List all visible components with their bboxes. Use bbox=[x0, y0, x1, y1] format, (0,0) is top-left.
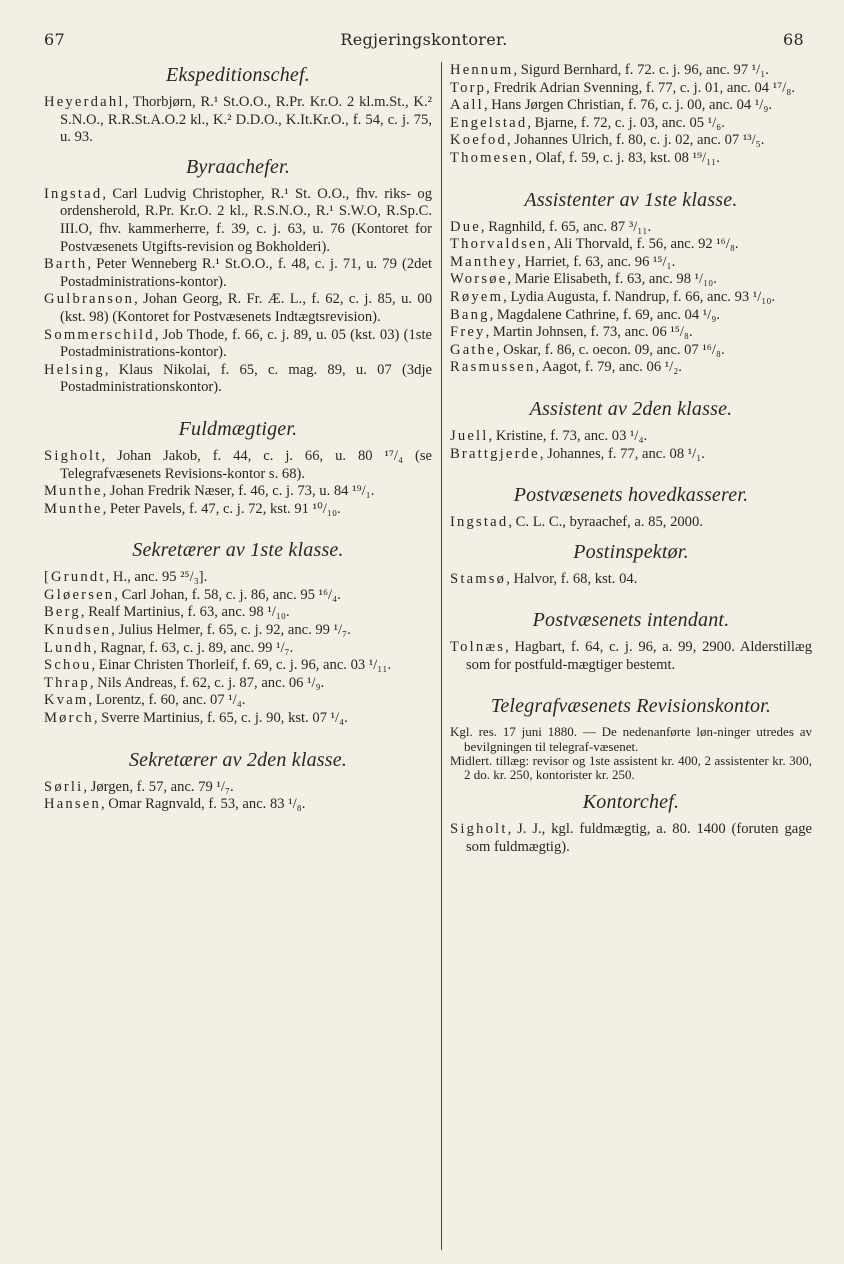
entry-name: Stamsø bbox=[450, 570, 507, 587]
entry-text: , H., anc. 95 ²⁵/₃]. bbox=[105, 569, 208, 586]
entry-text: , Bjarne, f. 72, c. j. 03, anc. 05 ¹/₆. bbox=[527, 114, 725, 131]
entry-text: , Magdalene Cathrine, f. 69, anc. 04 ¹/₉. bbox=[489, 306, 720, 323]
page-number-left: 67 bbox=[44, 30, 65, 49]
spacer bbox=[450, 674, 812, 686]
entry-text: , Omar Ragnvald, f. 53, anc. 83 ¹/₈. bbox=[100, 796, 306, 813]
entry-name: Sommerschild bbox=[44, 326, 155, 343]
entry-text: , Jørgen, f. 57, anc. 79 ¹/₇. bbox=[83, 778, 234, 795]
entry-name: Aall bbox=[450, 97, 484, 114]
list-item bbox=[450, 132, 812, 150]
list-item bbox=[44, 186, 432, 256]
left-column bbox=[44, 62, 432, 814]
spacer bbox=[450, 463, 812, 475]
section-heading: Postvæsenets hovedkasserer. bbox=[513, 484, 749, 507]
entry-name: Ingstad bbox=[44, 185, 103, 202]
entry-text: , Kristine, f. 73, anc. 03 ¹/₄. bbox=[488, 427, 648, 444]
list-item bbox=[44, 256, 432, 291]
entry-name: Lundh bbox=[44, 639, 94, 656]
list-item bbox=[44, 501, 432, 519]
section-heading: Telegrafvæsenets Revisionskontor. bbox=[490, 695, 772, 718]
entry-name: Bang bbox=[450, 306, 490, 323]
section-heading: Fuldmægtiger. bbox=[178, 417, 298, 440]
list-item bbox=[450, 639, 812, 674]
list-item bbox=[450, 236, 812, 254]
list-item bbox=[44, 692, 432, 710]
entry-name: Schou bbox=[44, 657, 92, 674]
list-item bbox=[44, 483, 432, 501]
list-item bbox=[450, 571, 812, 589]
entry-text: , Ali Thorvald, f. 56, anc. 92 ¹⁶/₈. bbox=[547, 236, 739, 253]
list-item bbox=[44, 448, 432, 483]
spacer bbox=[450, 588, 812, 600]
entry-name: Berg bbox=[44, 604, 81, 621]
column-divider bbox=[441, 62, 442, 1250]
entry-text: , Lorentz, f. 60, anc. 07 ¹/₄. bbox=[88, 692, 246, 709]
entry-text: , Nils Andreas, f. 62, c. j. 87, anc. 06 ¹/₉. bbox=[89, 674, 325, 691]
list-item bbox=[450, 514, 812, 532]
list-item bbox=[44, 657, 432, 675]
spacer bbox=[44, 728, 432, 740]
entry-name: Brattgjerde bbox=[450, 445, 540, 462]
list-item bbox=[44, 779, 432, 797]
section-heading: Sekretærer av 1ste klasse. bbox=[132, 539, 344, 562]
entry-name: Ingstad bbox=[450, 514, 509, 531]
entry-text: , Carl Johan, f. 58, c. j. 86, anc. 95 ¹⁶/₄. bbox=[114, 586, 341, 603]
spacer bbox=[44, 518, 432, 530]
entry-text: , Hagbart, f. 64, c. j. 96, a. 99, 2900. Alderstillæg som for postfuld-mægtiger bestemt. bbox=[466, 639, 812, 673]
list-item bbox=[44, 291, 432, 326]
entry-name: Torp bbox=[450, 79, 487, 96]
note-text: Kgl. res. 17 juni 1880. — De nedenanførte løn-ninger utredes av bevilgningen til telegraf-væsenet. bbox=[450, 724, 812, 754]
entry-name: Knudsen bbox=[44, 622, 112, 639]
list-item bbox=[450, 821, 812, 856]
entry-name: Barth bbox=[44, 256, 88, 273]
list-item bbox=[44, 362, 432, 397]
entry-name: Thrap bbox=[44, 674, 90, 691]
entry-text: , C. L. C., byraachef, a. 85, 2000. bbox=[508, 514, 703, 531]
entry-name: Juell bbox=[450, 427, 489, 444]
section-heading: Postinspektør. bbox=[573, 540, 689, 563]
entry-name: Sigholt bbox=[450, 821, 508, 838]
list-item bbox=[450, 271, 812, 289]
entry-text: , Aagot, f. 79, anc. 06 ¹/₂. bbox=[535, 359, 682, 376]
entry-name: Frey bbox=[450, 324, 486, 341]
entry-text: , Harriet, f. 63, anc. 96 ¹⁵/₁. bbox=[517, 253, 676, 270]
list-item bbox=[450, 219, 812, 237]
entry-text: , Johan Fredrik Næser, f. 46, c. j. 73, u. 84 ¹⁹/₁. bbox=[102, 483, 375, 500]
section-heading: Ekspeditionschef. bbox=[166, 64, 310, 86]
list-item bbox=[44, 327, 432, 362]
entry-text: , Fredrik Adrian Svenning, f. 77, c. j. 01, anc. 04 ¹⁷/₈. bbox=[486, 79, 795, 96]
section-heading: Sekretærer av 2den klasse. bbox=[128, 748, 348, 771]
entry-name: Manthey bbox=[450, 253, 518, 270]
list-item bbox=[450, 324, 812, 342]
entry-text: , Peter Wenneberg R.¹ St.O.O., f. 48, c. j. 71, u. 79 (2det Postadministrations-kontor). bbox=[60, 256, 432, 290]
entry-text: , Realf Martinius, f. 63, anc. 98 ¹/₁₀. bbox=[80, 604, 290, 621]
list-item bbox=[44, 604, 432, 622]
entry-text: , J. J., kgl. fuldmægtig, a. 80. 1400 (foruten gage som fuldmægtig). bbox=[466, 821, 812, 855]
list-item bbox=[450, 80, 812, 98]
entry-name: Munthe bbox=[44, 500, 103, 517]
section-heading: Kontorchef. bbox=[582, 791, 680, 814]
entry-name: Gulbranson bbox=[44, 291, 135, 308]
list-item bbox=[450, 289, 812, 307]
entry-text: , Johan Jakob, f. 44, c. j. 66, u. 80 ¹⁷/₄ (se Telegrafvæsenets Revisions-kontor s. 68). bbox=[60, 447, 432, 482]
entry-name: [Grundt bbox=[44, 569, 106, 586]
entry-name: Sørli bbox=[44, 778, 84, 795]
note-text: Midlert. tillæg: revisor og 1ste assistent kr. 400, 2 assistenter kr. 300, 2 do. kr. 250, kontorister kr. 250. bbox=[450, 752, 812, 783]
list-item bbox=[44, 710, 432, 728]
list-item bbox=[44, 640, 432, 658]
entry-name: Hennum bbox=[450, 62, 514, 78]
entry-name: Engelstad bbox=[450, 114, 528, 131]
entry-text: , Peter Pavels, f. 47, c. j. 72, kst. 91 ¹⁰/₁₀. bbox=[102, 500, 341, 517]
entry-name: Hansen bbox=[44, 796, 101, 813]
entry-name: Sigholt bbox=[44, 447, 102, 464]
entry-text: , Lydia Augusta, f. Nandrup, f. 66, anc. 93 ¹/₁₀. bbox=[503, 288, 776, 305]
list-item bbox=[450, 359, 812, 377]
list-item bbox=[450, 428, 812, 446]
section-heading: Postvæsenets intendant. bbox=[532, 609, 730, 632]
entry-name: Røyem bbox=[450, 288, 504, 305]
entry-text: , Oskar, f. 86, c. oecon. 09, anc. 07 ¹⁶/₈. bbox=[495, 341, 725, 358]
list-item bbox=[450, 150, 812, 168]
entry-name: Mørch bbox=[44, 710, 94, 727]
entry-text: , Olaf, f. 59, c. j. 83, kst. 08 ¹⁹/₁₁. bbox=[528, 149, 720, 166]
entry-name: Rasmussen bbox=[450, 359, 536, 376]
entry-name: Thomesen bbox=[450, 149, 529, 166]
entry-text: , Johan Georg, R. Fr. Æ. L., f. 62, c. j. 85, u. 00 (kst. 98) (Kontoret for Postvæsenets Indtægtsrevision). bbox=[60, 291, 432, 325]
page-header bbox=[44, 30, 804, 56]
entry-name: Gløersen bbox=[44, 586, 115, 603]
entry-name: Thorvaldsen bbox=[450, 236, 548, 253]
list-item bbox=[450, 97, 812, 115]
entry-text: , Ragnar, f. 63, c. j. 89, anc. 99 ¹/₇. bbox=[93, 639, 294, 656]
list-item bbox=[44, 94, 432, 147]
list-item bbox=[44, 587, 432, 605]
entry-text: , Thorbjørn, R.¹ St.O.O., R.Pr. Kr.O. 2 kl.m.St., K.² S.N.O., R.R.St.A.O.2 kl., K.² D.D.O., K.It.Kr.O., f. 54, c. j. 75, u. 93. bbox=[60, 94, 432, 146]
entry-name: Koefod bbox=[450, 132, 507, 149]
spacer bbox=[450, 377, 812, 389]
entry-name: Helsing bbox=[44, 361, 105, 378]
entry-name: Due bbox=[450, 218, 481, 235]
right-column bbox=[450, 62, 812, 856]
entry-name: Kvam bbox=[44, 692, 89, 709]
entry-text: , Sverre Martinius, f. 65, c. j. 90, kst. 07 ¹/₄. bbox=[93, 710, 348, 727]
entry-text: , Job Thode, f. 66, c. j. 89, u. 05 (kst. 03) (1ste Postadministrations-kontor). bbox=[60, 326, 432, 361]
page-number-right: 68 bbox=[783, 30, 804, 49]
section-heading: Byraachefer. bbox=[185, 155, 291, 178]
entry-name: Heyerdahl bbox=[44, 94, 125, 110]
entry-text: , Ragnhild, f. 65, anc. 87 ³/₁₁. bbox=[480, 218, 652, 235]
entry-name: Munthe bbox=[44, 483, 103, 500]
list-item bbox=[44, 622, 432, 640]
list-item bbox=[450, 342, 812, 360]
entry-text: , Martin Johnsen, f. 73, anc. 06 ¹⁵/₈. bbox=[485, 324, 693, 341]
entry-name: Gathe bbox=[450, 341, 496, 358]
list-item bbox=[44, 796, 432, 814]
entry-text: , Johannes, f. 77, anc. 08 ¹/₁. bbox=[539, 445, 705, 462]
entry-text: , Hans Jørgen Christian, f. 76, c. j. 00, anc. 04 ¹/₉. bbox=[483, 97, 772, 114]
entry-text: , Klaus Nikolai, f. 65, c. mag. 89, u. 07 (3dje Postadministrationskontor). bbox=[60, 361, 432, 396]
list-item bbox=[450, 307, 812, 325]
running-title: Regjeringskontorer. bbox=[340, 30, 508, 49]
list-item bbox=[450, 62, 812, 80]
list-item bbox=[44, 569, 432, 587]
entry-text: , Sigurd Bernhard, f. 72. c. j. 96, anc. 97 ¹/₁. bbox=[513, 62, 769, 78]
entry-text: , Einar Christen Thorleif, f. 69, c. j. 96, anc. 03 ¹/₁₁. bbox=[91, 657, 392, 674]
entry-text: , Halvor, f. 68, kst. 04. bbox=[506, 570, 638, 587]
list-item bbox=[450, 115, 812, 133]
entry-name: Worsøe bbox=[450, 271, 508, 288]
spacer bbox=[44, 397, 432, 409]
list-item bbox=[450, 446, 812, 464]
list-item bbox=[450, 254, 812, 272]
entry-text: , Julius Helmer, f. 65, c. j. 92, anc. 99 ¹/₇. bbox=[111, 622, 351, 639]
entry-text: , Marie Elisabeth, f. 63, anc. 98 ¹/₁₀. bbox=[507, 271, 717, 288]
list-item bbox=[44, 675, 432, 693]
entry-name: Tolnæs bbox=[450, 639, 506, 656]
section-heading: Assistenter av 1ste klasse. bbox=[524, 188, 738, 211]
entry-text: , Carl Ludvig Christopher, R.¹ St. O.O., fhv. riks- og ordensherold, R.Pr. Kr.O. 2 kl., R.S.N.O., R.¹ S.W.O, R.Sp.C. III.O, fhv. kammerherre, f. 39, c. j. 63, u. 76 (Kontoret for Postvæsenets Utgifts-revision og Bokholderi). bbox=[60, 185, 432, 255]
entry-text: , Johannes Ulrich, f. 80, c. j. 02, anc. 07 ¹³/₅. bbox=[506, 132, 765, 149]
spacer bbox=[450, 168, 812, 180]
section-heading: Assistent av 2den klasse. bbox=[529, 397, 733, 420]
